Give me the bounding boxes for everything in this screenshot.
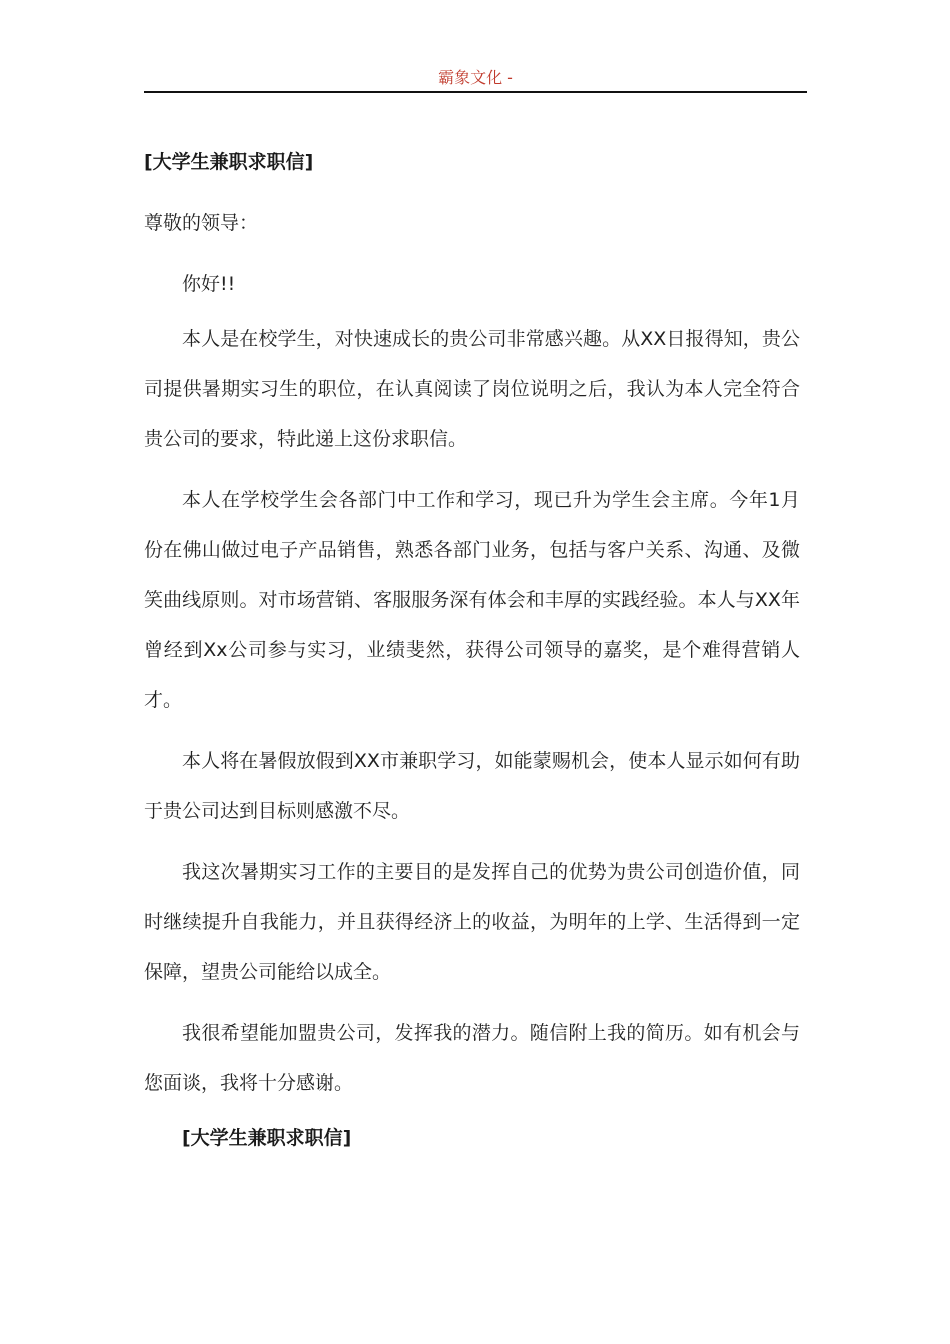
document-footer-title: [大学生兼职求职信] — [182, 1127, 352, 1149]
letter-greeting: 尊敬的领导： — [144, 212, 259, 234]
paragraph-goals: 我这次暑期实习工作的主要目的是发挥自己的优势为贵公司创造价值，同时继续提升自我能力，并且获得经济上的收益，为明年的上学、生活得到一定保障，望贵公司能给以成全。 — [144, 861, 800, 983]
paragraph-experience: 本人在学校学生会各部门中工作和学习，现已升为学生会主席。今年1月份在佛山做过电子产品销售，熟悉各部门业务，包括与客户关系、沟通、及微笑曲线原则。对市场营销、客服服务深有体会和丰厚的实践经验。本人与XX年曾经到Xx公司参与实习，业绩斐然，获得公司领导的嘉奖，是个难得营销人才。 — [144, 489, 800, 711]
paragraph-intro: 本人是在校学生，对快速成长的贵公司非常感兴趣。从XX日报得知，贵公司提供暑期实习生的职位，在认真阅读了岗位说明之后，我认为本人完全符合贵公司的要求，特此递上这份求职信。 — [144, 328, 800, 450]
paragraph-closing: 我很希望能加盟贵公司，发挥我的潜力。随信附上我的简历。如有机会与您面谈，我将十分感谢。 — [144, 1022, 800, 1094]
page-header — [144, 66, 807, 93]
paragraph-availability: 本人将在暑假放假到XX市兼职学习，如能蒙赐机会，使本人显示如何有助于贵公司达到目标则感激不尽。 — [144, 750, 800, 822]
header-brand-text: 霸象文化 - — [438, 68, 513, 87]
document-body — [144, 143, 800, 1157]
letter-salutation: 你好!! — [182, 273, 236, 295]
document-title: [大学生兼职求职信] — [144, 151, 314, 173]
